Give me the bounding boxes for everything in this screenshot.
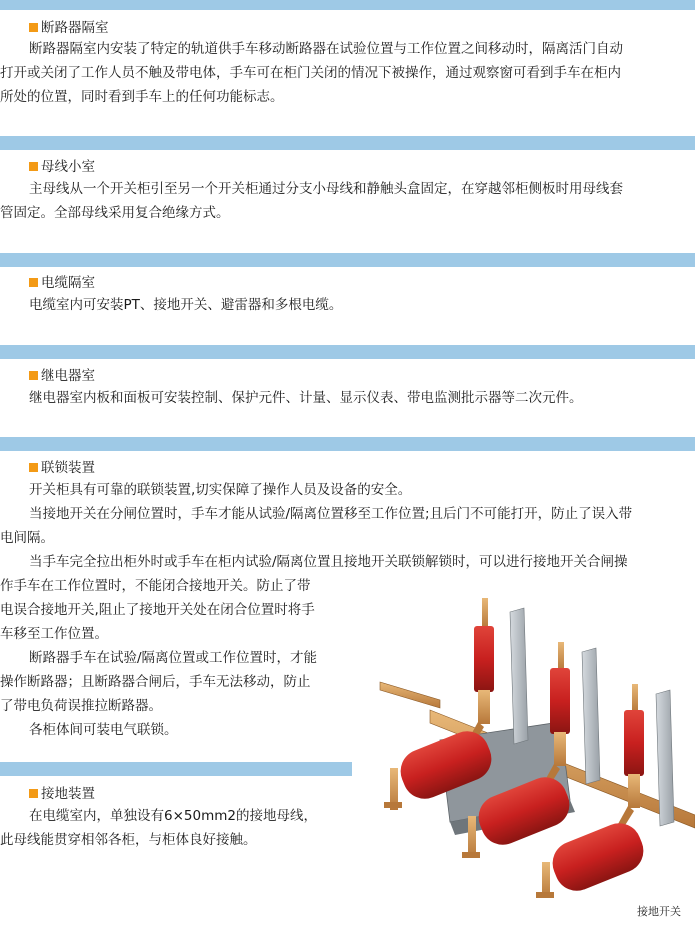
paragraph-line: 管固定。全部母线采用复合绝缘方式。 bbox=[0, 205, 230, 221]
square-bullet-icon bbox=[29, 162, 38, 171]
section-heading: 电缆隔室 bbox=[29, 273, 95, 293]
paragraph-line: 当手车完全拉出柜外时或手车在柜内试验/隔离位置且接地开关联锁解锁时，可以进行接地开关合闸操 bbox=[29, 554, 628, 570]
section-heading: 继电器室 bbox=[29, 366, 95, 386]
paragraph-line: 了带电负荷误推拉断路器。 bbox=[0, 698, 162, 714]
section-heading: 联锁装置 bbox=[29, 458, 95, 478]
paragraph-line: 打开或关闭了工作人员不触及带电体，手车可在柜门关闭的情况下被操作，通过观察窗可看到手车在柜内 bbox=[0, 65, 621, 81]
section-heading: 母线小室 bbox=[29, 157, 95, 177]
paragraph-line: 电缆室内可安装PT、接地开关、避雷器和多根电缆。 bbox=[29, 297, 343, 313]
section-divider-bar bbox=[0, 0, 695, 10]
paragraph-line: 此母线能贯穿相邻各柜，与柜体良好接触。 bbox=[0, 832, 257, 848]
grounding-switch-illustration bbox=[370, 590, 695, 910]
horizontal-insulator bbox=[536, 817, 650, 898]
paragraph-line: 各柜体间可装电气联锁。 bbox=[29, 722, 178, 738]
section-heading: 接地装置 bbox=[29, 784, 95, 804]
paragraph-line: 主母线从一个开关柜引至另一个开关柜通过分支小母线和静触头盒固定，在穿越邻柜侧板时用母线套 bbox=[29, 181, 623, 197]
paragraph-line: 在电缆室内，单独设有6×50mm2的接地母线， bbox=[29, 808, 317, 824]
square-bullet-icon bbox=[29, 23, 38, 32]
paragraph-line: 电间隔。 bbox=[0, 530, 54, 546]
square-bullet-icon bbox=[29, 789, 38, 798]
section-divider-bar bbox=[0, 762, 352, 776]
section-divider-bar bbox=[0, 253, 695, 267]
figure-caption: 接地开关 bbox=[637, 905, 681, 918]
vertical-insulator bbox=[468, 598, 494, 743]
section-heading: 断路器隔室 bbox=[29, 18, 109, 38]
paragraph-line: 所处的位置，同时看到手车上的任何功能标志。 bbox=[0, 89, 284, 105]
section-divider-bar bbox=[0, 345, 695, 359]
paragraph-line: 电误合接地开关,阻止了接地开关处在闭合位置时将手 bbox=[0, 602, 315, 618]
paragraph-line: 车移至工作位置。 bbox=[0, 626, 108, 642]
section-divider-bar bbox=[0, 437, 695, 451]
paragraph-line: 继电器室内板和面板可安装控制、保护元件、计量、显示仪表、带电监测批示器等二次元件。 bbox=[29, 390, 583, 406]
paragraph-line: 当接地开关在分闸位置时，手车才能从试验/隔离位置移至工作位置;且后门不可能打开，防止了误入带 bbox=[29, 506, 633, 522]
square-bullet-icon bbox=[29, 463, 38, 472]
paragraph-line: 作手车在工作位置时，不能闭合接地开关。防止了带 bbox=[0, 578, 311, 594]
square-bullet-icon bbox=[29, 371, 38, 380]
paragraph-line: 操作断路器；且断路器合闸后，手车无法移动，防止 bbox=[0, 674, 311, 690]
paragraph-line: 开关柜具有可靠的联锁装置,切实保障了操作人员及设备的安全。 bbox=[29, 482, 412, 498]
paragraph-line: 断路器隔室内安装了特定的轨道供手车移动断路器在试验位置与工作位置之间移动时，隔离活门自动 bbox=[29, 41, 623, 57]
square-bullet-icon bbox=[29, 278, 38, 287]
paragraph-line: 断路器手车在试验/隔离位置或工作位置时，才能 bbox=[29, 650, 318, 666]
section-divider-bar bbox=[0, 136, 695, 150]
